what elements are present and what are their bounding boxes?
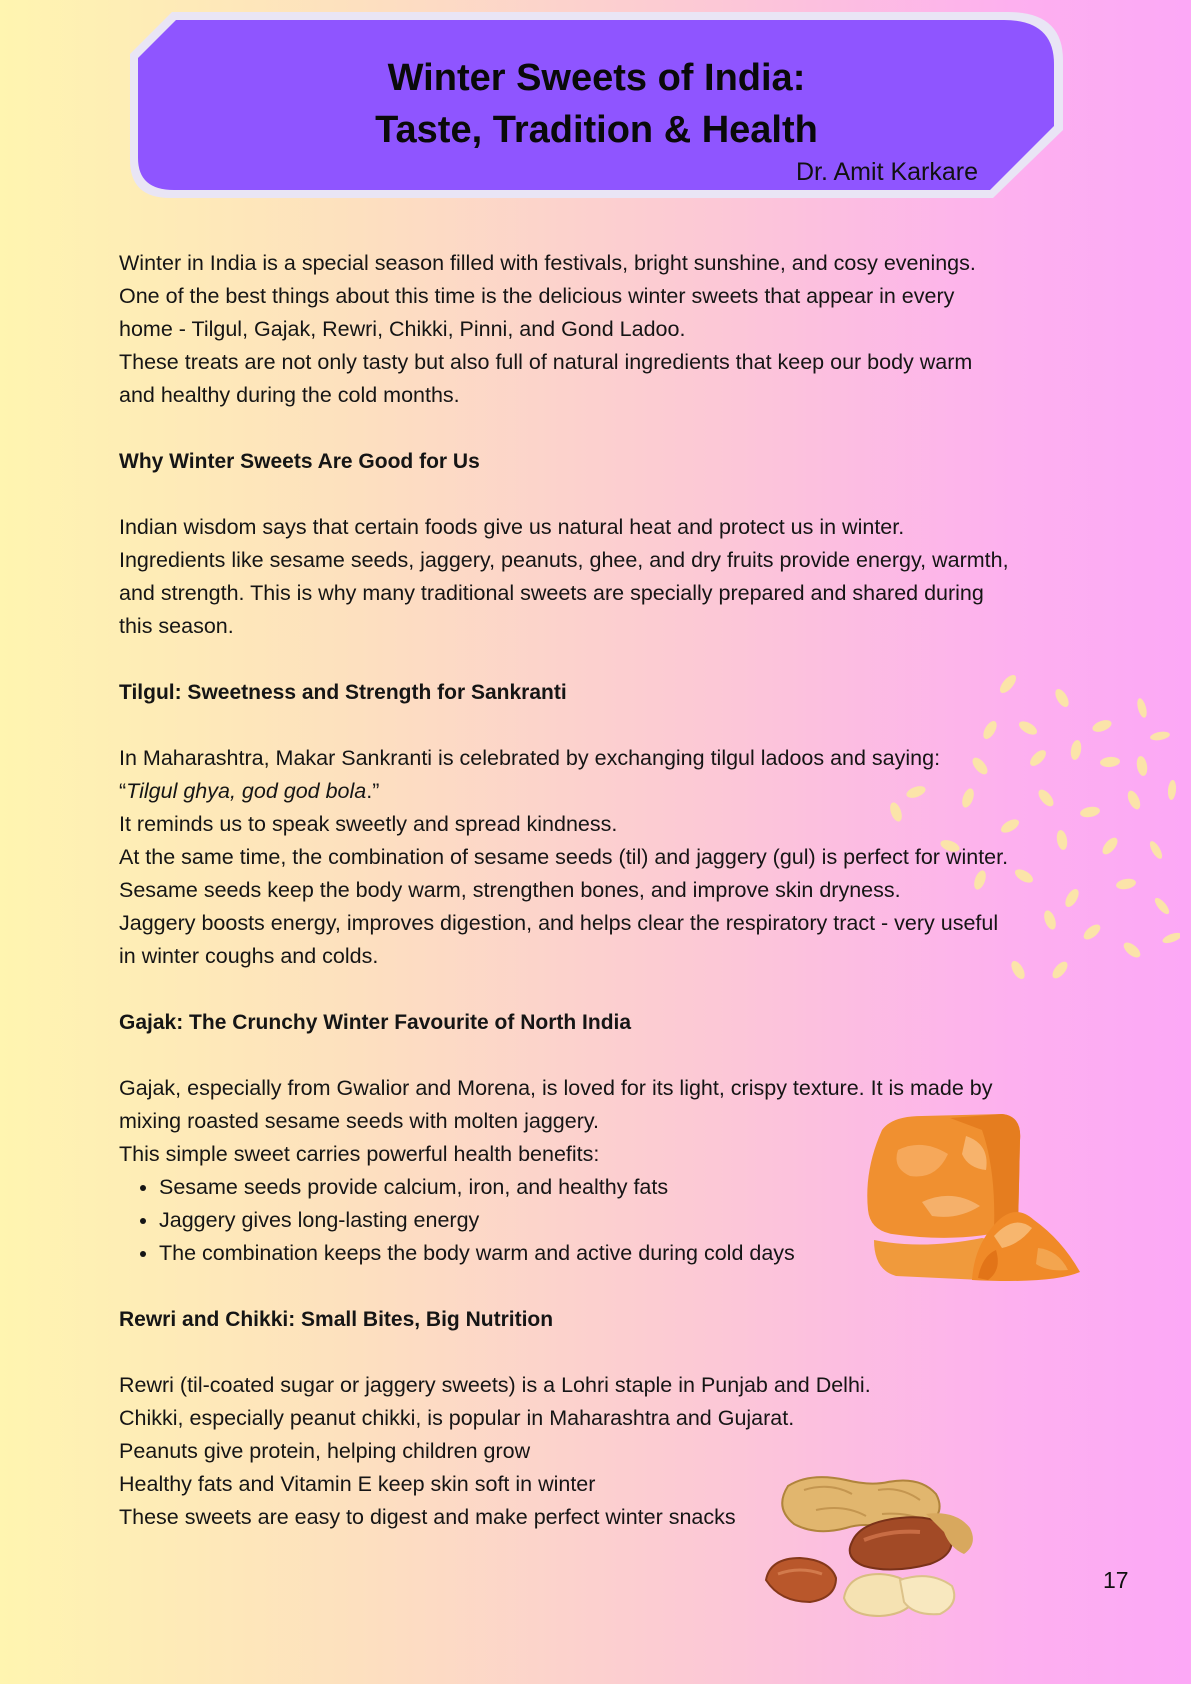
quote-open-mark: “ bbox=[119, 779, 127, 803]
why-line-3: and strength. This is why many traditional sweets are specially prepared and shared during bbox=[119, 581, 984, 605]
intro-line-1: Winter in India is a special season filled with festivals, bright sunshine, and cosy evenings. bbox=[119, 251, 976, 275]
tilgul-quote: Tilgul ghya, god god bola bbox=[126, 779, 367, 803]
author-name: Dr. Amit Karkare bbox=[796, 158, 978, 186]
rewri-line-4: Healthy fats and Vitamin E keep skin soft in winter bbox=[119, 1472, 596, 1496]
title-line-1: Winter Sweets of India: bbox=[387, 57, 806, 99]
article-body bbox=[119, 247, 1079, 1534]
page-title bbox=[128, 52, 1065, 156]
tilgul-line-6: Jaggery boosts energy, improves digestion, and helps clear the respiratory tract - very useful bbox=[119, 911, 999, 935]
page-number: 17 bbox=[1103, 1567, 1129, 1593]
tilgul-line-5: Sesame seeds keep the body warm, strengthen bones, and improve skin dryness. bbox=[119, 878, 901, 902]
gajak-heading: Gajak: The Crunchy Winter Favourite of North India bbox=[119, 1011, 632, 1034]
why-line-2: Ingredients like sesame seeds, jaggery, peanuts, ghee, and dry fruits provide energy, warmth, bbox=[119, 548, 1009, 572]
rewri-line-3: Peanuts give protein, helping children grow bbox=[119, 1439, 531, 1463]
why-line-1: Indian wisdom says that certain foods give us natural heat and protect us in winter. bbox=[119, 515, 905, 539]
rewri-line-1: Rewri (til-coated sugar or jaggery sweets) is a Lohri staple in Punjab and Delhi. bbox=[119, 1373, 871, 1397]
peanuts-illustration bbox=[760, 1470, 985, 1620]
list-item: • Sesame seeds provide calcium, iron, and healthy fats bbox=[159, 1171, 1079, 1204]
gajak-jaggery-illustration bbox=[862, 1110, 1094, 1290]
why-heading: Why Winter Sweets Are Good for Us bbox=[119, 450, 480, 473]
tilgul-quote-line bbox=[119, 775, 1079, 808]
title-banner bbox=[128, 10, 1065, 200]
intro-line-3: home - Tilgul, Gajak, Rewri, Chikki, Pinni, and Gond Ladoo. bbox=[119, 317, 686, 341]
tilgul-line-7: in winter coughs and colds. bbox=[119, 944, 379, 968]
why-line-4: this season. bbox=[119, 614, 234, 638]
rewri-line-5: These sweets are easy to digest and make perfect winter snacks bbox=[119, 1505, 736, 1529]
gajak-line-1: Gajak, especially from Gwalior and Morena, is loved for its light, crispy texture. It is made by bbox=[119, 1076, 993, 1100]
list-item: • The combination keeps the body warm and active during cold days bbox=[159, 1237, 1079, 1270]
gajak-line-3: This simple sweet carries powerful health benefits: bbox=[119, 1142, 600, 1166]
tilgul-line-4: At the same time, the combination of sesame seeds (til) and jaggery (gul) is perfect for winter. bbox=[119, 845, 1009, 869]
tilgul-line-3: It reminds us to speak sweetly and spread kindness. bbox=[119, 812, 618, 836]
gajak-line-2: mixing roasted sesame seeds with molten jaggery. bbox=[119, 1109, 599, 1133]
tilgul-line-1: In Maharashtra, Makar Sankranti is celebrated by exchanging tilgul ladoos and saying: bbox=[119, 746, 941, 770]
tilgul-heading: Tilgul: Sweetness and Strength for Sankranti bbox=[119, 681, 567, 704]
title-line-2: Taste, Tradition & Health bbox=[375, 109, 818, 151]
list-item: • Jaggery gives long-lasting energy bbox=[159, 1204, 1079, 1237]
intro-line-2: One of the best things about this time is the delicious winter sweets that appear in every bbox=[119, 284, 955, 308]
rewri-heading: Rewri and Chikki: Small Bites, Big Nutrition bbox=[119, 1308, 554, 1331]
rewri-line-2: Chikki, especially peanut chikki, is popular in Maharashtra and Gujarat. bbox=[119, 1406, 795, 1430]
intro-line-5: and healthy during the cold months. bbox=[119, 383, 460, 407]
intro-line-4: These treats are not only tasty but also full of natural ingredients that keep our body warm bbox=[119, 350, 973, 374]
quote-close-mark: .” bbox=[366, 779, 380, 803]
